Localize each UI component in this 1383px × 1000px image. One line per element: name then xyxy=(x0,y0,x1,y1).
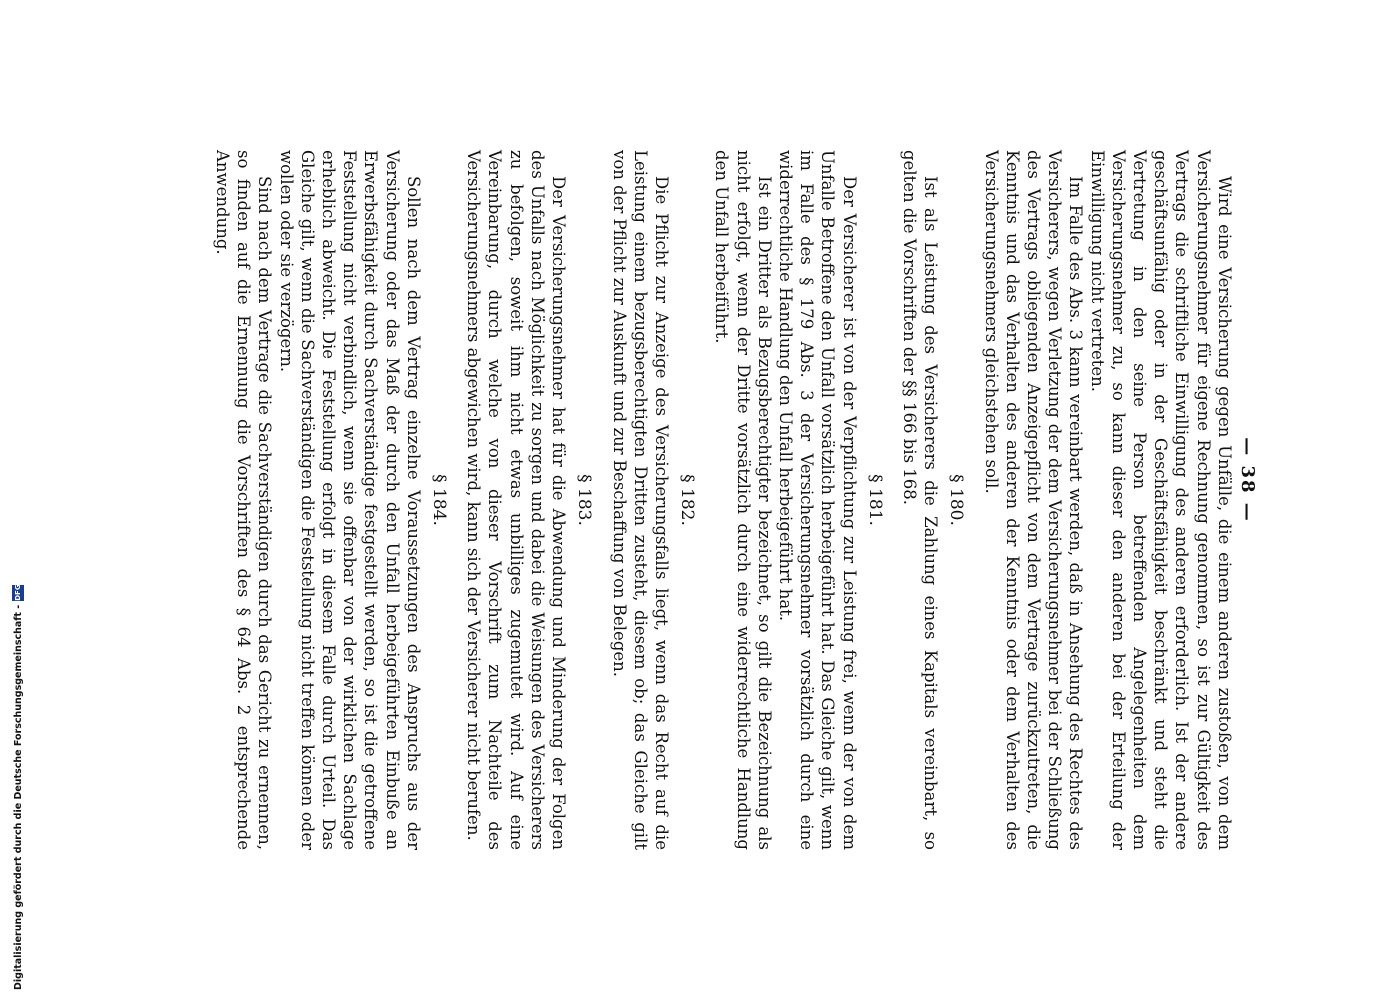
section-heading: § 182. xyxy=(677,474,698,526)
section-heading: § 183. xyxy=(574,474,595,526)
paragraph: Sind nach dem Vertrage die Sachverständigen durch das Gericht zu ernennen, so finden auf die Ernennung die Vorschriften des § 64 Abs. 2 entsprechende Anwendung. xyxy=(213,150,275,850)
rotated-page-content xyxy=(120,150,1258,850)
credit-text: Digitalisierung gefördert durch die Deutsche Forschungsgemeinschaft - xyxy=(12,604,24,990)
paragraph: Ist als Leistung des Versicherers die Zahlung eines Kapitals vereinbart, so gelten die Vorschriften der §§ 166 bis 168. xyxy=(899,150,941,850)
paragraph: Wird eine Versicherung gegen Unfälle, die einem anderen zustoßen, von dem Versicherungsnehmer für eigene Rechnung genommen, so ist zur Gültigkeit des Vertrags die schriftliche Einwilligung des anderen erforderlich. Ist der andere geschäftsunfähig oder in der Geschäftsfähigkeit beschränkt und steht die Vertretung in den seine Person betreffenden Angelegenheiten dem Versicherungsnehmer zu, so kann dieser den anderen bei der Erteilung der Einwilligung nicht vertreten. xyxy=(1087,150,1234,850)
section-heading: § 184. xyxy=(429,474,450,526)
paragraph: Der Versicherungsnehmer hat für die Abwendung und Minderung der Folgen des Unfalls nach Möglichkeit zu sorgen und dabei die Weisungen des Versicherers zu befolgen, soweit ihm nicht etwas unbilliges zugemutet wird. Auf eine Vereinbarung, durch welche von dieser Vorschrift zum Nachteile des Versicherungsnehmers abgewichen wird, kann sich der Versicherer nicht berufen. xyxy=(464,150,569,850)
dfg-logo: DFG xyxy=(14,584,22,601)
section-heading: § 181. xyxy=(864,474,885,526)
paragraph: Ist ein Dritter als Bezugsberechtigter bezeichnet, so gilt die Bezeichnung als nicht erfolgt, wenn der Dritte vorsätzlich durch eine widerrechtliche Handlung den Unfall herbeiführt. xyxy=(712,150,774,850)
digitization-credit xyxy=(12,585,24,990)
text-body xyxy=(212,150,1235,850)
section-heading: § 180. xyxy=(946,474,967,526)
paragraph: Die Pflicht zur Anzeige des Versicherungsfalls liegt, wenn das Recht auf die Leistung einem bezugsberechtigten Dritten zusteht, diesem ob; das Gleiche gilt von der Pflicht zur Auskunft und zur Beschaffung von Belegen. xyxy=(609,150,671,850)
paragraph: Der Versicherer ist von der Verpflichtung zur Leistung frei, wenn der von dem Unfalle Betroffene den Unfall vorsätzlich herbeigeführt hat. Das Gleiche gilt, wenn im Falle des § 179 Abs. 3 der Versicherungsnehmer vorsätzlich durch eine widerrechtliche Handlung den Unfall herbeigeführt hat. xyxy=(775,150,859,850)
paragraph: Im Falle des Abs. 3 kann vereinbart werden, daß in Ansehung des Rechtes des Versicherers, wegen Verletzung der dem Versicherungsnehmer bei der Schließung des Vertrags obliegenden Anzeigepflicht von dem Vertrage zurückzutreten, die Kenntnis und das Verhalten des anderen der Kenntnis oder dem Verhalten des Versicherungsnehmers gleichstehen soll. xyxy=(981,150,1086,850)
page-number: — 38 — xyxy=(1237,437,1258,523)
paragraph: Sollen nach dem Vertrag einzelne Voraussetzungen des Anspruchs aus der Versicherung oder das Maß der durch den Unfall herbeigeführten Einbuße an Erwerbsfähigkeit durch Sachverständige festgestellt werden, so ist die getroffene Feststellung nicht verbindlich, wenn sie offenbar von der wirklichen Sachlage erheblich abweicht. Die Feststellung erfolgt in diesem Falle durch Urteil. Das Gleiche gilt, wenn die Sachverständigen die Feststellung nicht treffen können oder wollen oder sie verzögern. xyxy=(276,150,423,850)
